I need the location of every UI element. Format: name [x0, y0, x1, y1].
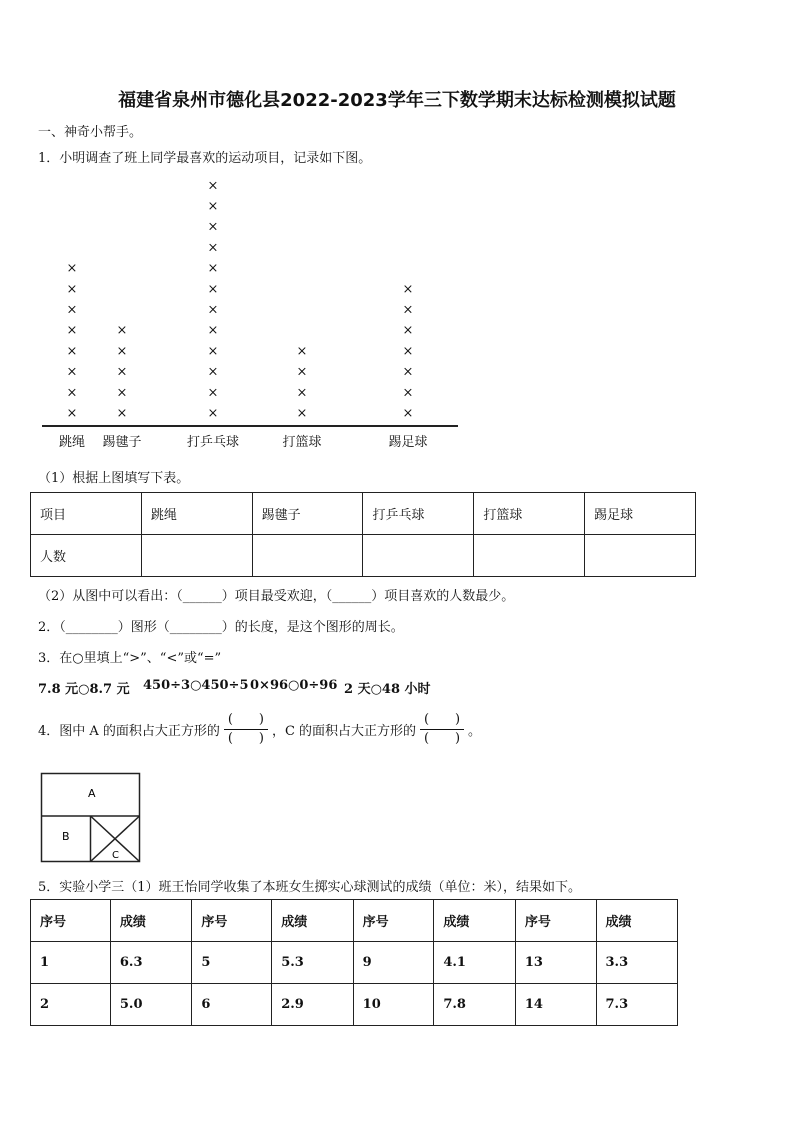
compare-item-4: 2 天○48 小时: [344, 682, 431, 697]
table-cell: 7.3: [596, 984, 677, 1026]
fraction-blank-a: [224, 711, 268, 748]
table-cell: 7.8: [434, 984, 515, 1026]
region-label-c: C: [112, 850, 119, 861]
table-cell: 踢毽子: [252, 493, 363, 535]
table-cell[interactable]: [474, 535, 585, 577]
table-cell: 3.3: [596, 942, 677, 984]
tally-mark: ×: [66, 302, 78, 318]
table-cell: 打篮球: [474, 493, 585, 535]
tally-mark: ×: [402, 323, 414, 339]
denominator-blank: ( ): [227, 731, 265, 746]
region-label-b: B: [62, 830, 70, 843]
question-2: 2．（________）图形（________）的长度，是这个图形的周长。: [38, 620, 404, 635]
tally-mark: ×: [402, 302, 414, 318]
tally-mark: ×: [207, 261, 219, 277]
tally-mark: ×: [207, 199, 219, 214]
tally-mark: ×: [207, 406, 219, 421]
tally-mark: ×: [116, 323, 128, 339]
table-cell: 4.1: [434, 942, 515, 984]
table-row: [31, 535, 696, 577]
compare-item-3: 0×96○0÷96: [250, 678, 338, 693]
tally-mark: ×: [207, 364, 219, 380]
table-cell[interactable]: [141, 535, 252, 577]
tally-mark: ×: [207, 219, 219, 235]
table-cell: 10: [353, 984, 434, 1026]
table-cell: 序号: [31, 900, 111, 942]
table-cell: 2.9: [272, 984, 353, 1026]
tally-mark: ×: [207, 385, 219, 401]
shot-put-scores-table: [30, 899, 678, 1026]
table-cell: 5: [192, 942, 272, 984]
table-cell: 成绩: [596, 900, 677, 942]
dot-plot-chart: [30, 168, 470, 462]
table-cell: 1: [31, 942, 111, 984]
tally-mark: ×: [66, 364, 78, 380]
tally-mark: ×: [207, 302, 219, 318]
table-cell: 序号: [515, 900, 596, 942]
table-cell: 人数: [31, 535, 142, 577]
numerator-blank: ( ): [423, 712, 461, 727]
tally-mark: ×: [207, 240, 219, 256]
tally-mark: ×: [207, 178, 219, 194]
table-cell[interactable]: [585, 535, 696, 577]
tally-mark: ×: [402, 281, 414, 297]
table-cell: 5.0: [110, 984, 191, 1026]
category-label: 打篮球: [282, 435, 322, 450]
tally-mark: ×: [296, 385, 308, 401]
tally-mark: ×: [402, 406, 414, 421]
tally-mark: ×: [402, 385, 414, 401]
page-title: 福建省泉州市德化县2022-2023学年三下数学期末达标检测模拟试题: [118, 90, 676, 111]
table-cell[interactable]: [252, 535, 363, 577]
table-cell: 成绩: [110, 900, 191, 942]
section-heading: 一、神奇小帮手。: [38, 125, 143, 140]
question-1-stem: 1．小明调查了班上同学最喜欢的运动项目，记录如下图。: [38, 151, 372, 166]
tally-mark: ×: [116, 364, 128, 380]
table-cell: 9: [353, 942, 434, 984]
tally-mark: ×: [66, 261, 78, 277]
tally-mark: ×: [207, 323, 219, 339]
table-row: [31, 900, 678, 942]
tally-mark: ×: [116, 406, 128, 421]
question-4-text-1: 4．图中 A 的面积占大正方形的: [38, 724, 220, 739]
tally-mark: ×: [66, 406, 78, 421]
table-cell: 13: [515, 942, 596, 984]
table-cell: 跳绳: [141, 493, 252, 535]
compare-item-1: 7.8 元○8.7 元: [38, 682, 130, 697]
table-cell: 踢足球: [585, 493, 696, 535]
table-cell: 14: [515, 984, 596, 1026]
tally-mark: ×: [66, 281, 78, 297]
tally-mark: ×: [402, 364, 414, 380]
tally-mark: ×: [207, 343, 219, 359]
tally-mark: ×: [66, 385, 78, 401]
question-4-text-2: ，C 的面积占大正方形的: [271, 724, 417, 739]
table-cell: 序号: [353, 900, 434, 942]
tally-mark: ×: [116, 385, 128, 401]
table-cell: 成绩: [272, 900, 353, 942]
question-4-text-3: 。: [468, 724, 482, 739]
square-diagram: [40, 772, 142, 864]
table-cell: 打乒乓球: [363, 493, 474, 535]
table-cell: 6.3: [110, 942, 191, 984]
table-row: [31, 942, 678, 984]
table-cell: 成绩: [434, 900, 515, 942]
table-cell: 项目: [31, 493, 142, 535]
table-row: [31, 493, 696, 535]
numerator-blank: ( ): [227, 712, 265, 727]
tally-mark: ×: [296, 406, 308, 421]
table-cell[interactable]: [363, 535, 474, 577]
fraction-blank-c: [420, 711, 464, 748]
tally-mark: ×: [296, 364, 308, 380]
tally-mark: ×: [402, 343, 414, 359]
category-label: 跳绳: [58, 435, 86, 450]
question-5-stem: 5．实验小学三（1）班王怡同学收集了本班女生掷实心球测试的成绩（单位：米），结果如下。: [38, 880, 582, 895]
tally-mark: ×: [116, 343, 128, 359]
tally-mark: ×: [66, 343, 78, 359]
question-1-sub-2: （2）从图中可以看出：（______）项目最受欢迎，（______）项目喜欢的人数最少。: [38, 589, 515, 604]
category-label: 踢足球: [388, 435, 428, 450]
question-4: [38, 711, 481, 748]
table-cell: 6: [192, 984, 272, 1026]
sports-count-table: [30, 492, 696, 577]
tally-mark: ×: [66, 323, 78, 339]
compare-item-2: 450÷3○450÷5: [143, 678, 249, 693]
tally-mark: ×: [296, 343, 308, 359]
table-cell: 序号: [192, 900, 272, 942]
table-cell: 5.3: [272, 942, 353, 984]
table-cell: 2: [31, 984, 111, 1026]
category-label: 踢毽子: [102, 435, 142, 450]
category-label: 打乒乓球: [186, 435, 240, 450]
region-label-a: A: [88, 787, 96, 800]
denominator-blank: ( ): [423, 731, 461, 746]
question-3-stem: 3．在○里填上“>”、“<”或“=”: [38, 651, 222, 666]
question-1-sub-1: （1）根据上图填写下表。: [38, 471, 190, 486]
tally-mark: ×: [207, 281, 219, 297]
table-row: [31, 984, 678, 1026]
